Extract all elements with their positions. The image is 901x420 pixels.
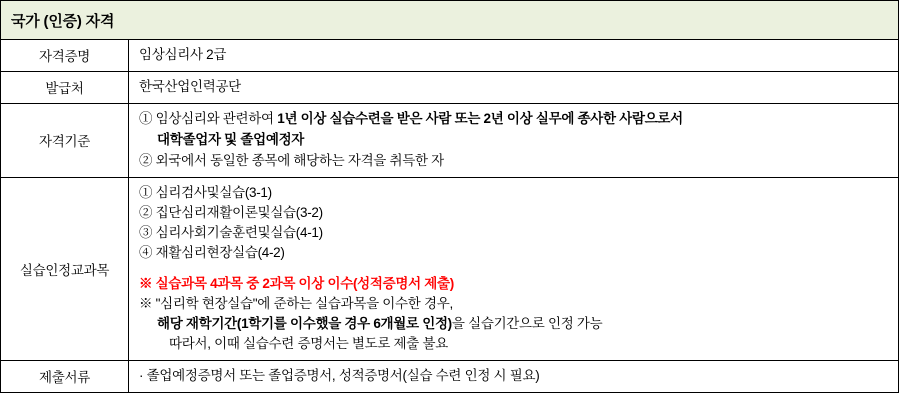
row-label-documents: 제출서류 [1,360,129,392]
row-value-certificate-name [129,40,899,72]
table-row [1,40,899,72]
text-line-note-required: ※ 실습과목 4과목 중 2과목 이상 이수(성적증명서 제출) [139,275,454,291]
text-line-criteria-1b: 대학졸업자 및 졸업예정자 [157,131,305,147]
table-body [1,1,899,393]
table-row [1,71,899,103]
text-line: 임상심리사 2급 [139,47,227,62]
row-label-criteria: 자격기준 [1,103,129,177]
text-line-note-equivalent: ※ "심리학 현장실습"에 준하는 실습과목을 이수한 경우, [139,295,453,311]
text-line-course-3: ③ 심리사회기술훈련및실습(4-1) [139,225,323,241]
text-line: · 졸업예정증명서 또는 졸업증명서, 성적증명서(실습 수련 인정 시 필요) [139,367,540,383]
row-label-certificate-name: 자격증명 [1,40,129,72]
blank-line [139,264,890,274]
row-label-practicum-courses: 실습인정교과목 [1,177,129,360]
text-line-course-1: ① 심리검사및실습(3-1) [139,184,272,200]
row-label-issuer: 발급처 [1,71,129,103]
row-value-criteria [129,103,899,177]
table-row [1,177,899,360]
text-line-criteria-1 [139,109,890,130]
row-value-practicum-courses [129,177,899,360]
text-line: 한국산업인력공단 [139,78,241,94]
text-line-course-2: ② 집단심리재활이론및실습(3-2) [139,204,323,220]
text-line-criteria-2: ② 외국에서 동일한 종목에 해당하는 자격을 취득한 자 [139,152,444,168]
table-row [1,103,899,177]
document-title: 국가 (인증) 자격 [1,1,899,40]
row-value-documents [129,360,899,392]
criteria-segment-bold: 1년 이상 실습수련을 받은 사람 또는 2년 이상 실무에 종사한 사람으로서 [277,110,683,126]
text-line-note-conclusion: 따라서, 이때 실습수련 증명서는 별도로 제출 불요 [169,336,448,352]
row-value-issuer [129,71,899,103]
table-row-title [1,1,899,40]
text-line-note-period [139,314,890,334]
note-segment-normal: 을 실습기간으로 인정 가능 [451,316,603,332]
note-segment-bold: 해당 재학기간(1학기를 이수했을 경우 6개월로 인정) [157,316,452,332]
text-line-course-4: ④ 재활심리현장실습(4-2) [139,245,285,261]
table-row [1,360,899,392]
criteria-segment-normal: ① 임상심리와 관련하여 [139,110,278,126]
